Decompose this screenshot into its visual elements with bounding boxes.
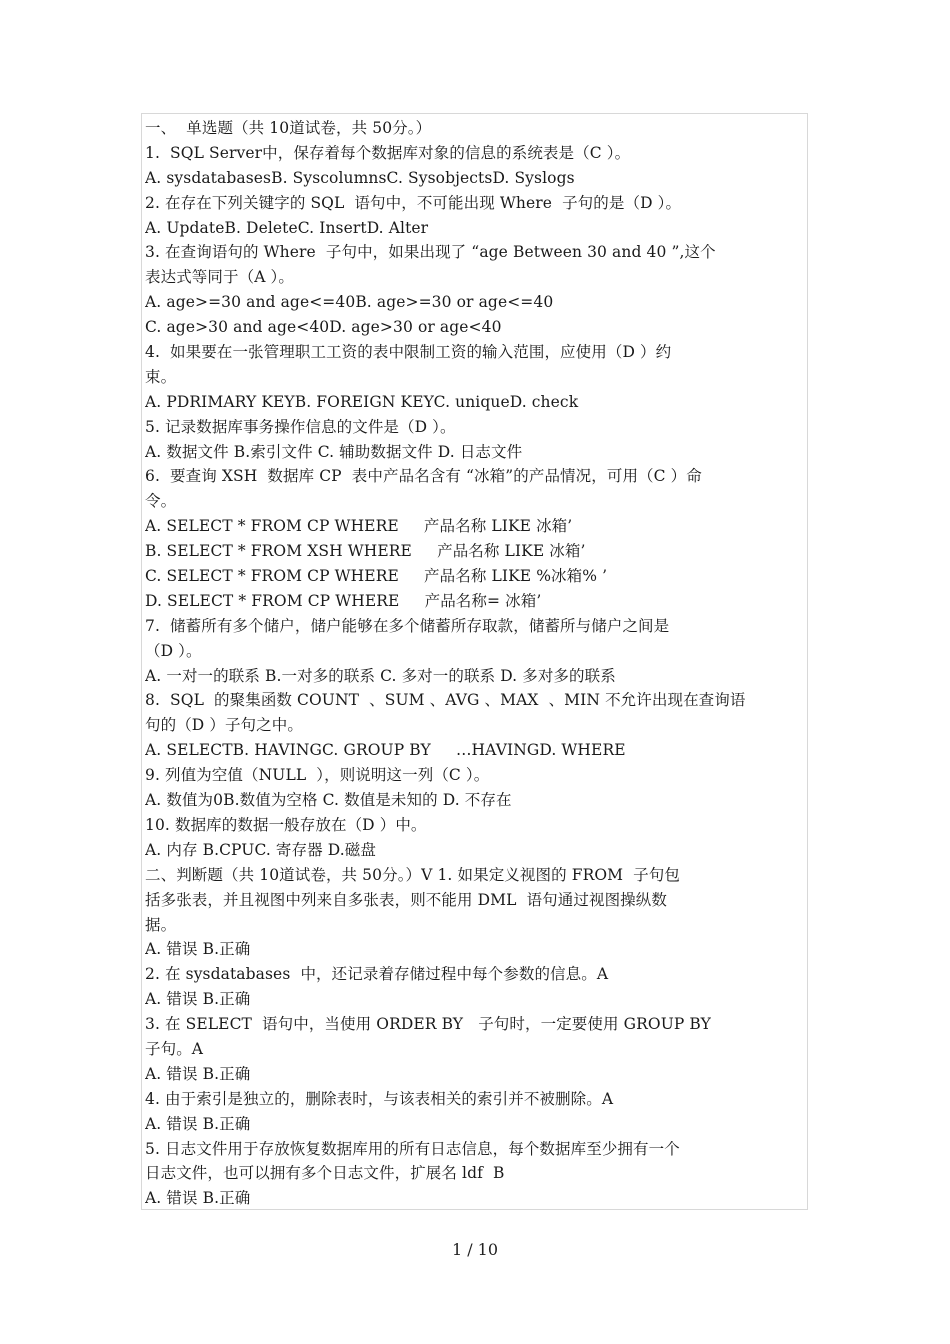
text-line: 9. 列值为空值（NULL ），则说明这一列（C ）。 xyxy=(145,766,490,785)
page-number: 1 / 10 xyxy=(451,1240,499,1259)
text-line: A. 错误 B.正确 xyxy=(145,1189,251,1208)
text-line: A. 错误 B.正确 xyxy=(145,940,251,959)
document-content xyxy=(142,114,807,1210)
text-line: A. 错误 B.正确 xyxy=(145,1064,251,1083)
text-line: 二、判断题（共 10道试卷，共 50分。）V 1. 如果定义视图的 FROM 子句包 xyxy=(145,865,680,884)
text-line: A. 数值为0B.数值为空格 C. 数值是未知的 D. 不存在 xyxy=(145,791,512,810)
text-line: 令。 xyxy=(145,492,177,511)
document-page xyxy=(141,113,808,1210)
text-line: B. SELECT * FROM XSH WHERE 产品名称 LIKE 冰箱’ xyxy=(145,542,586,561)
text-line: 束。 xyxy=(145,367,177,386)
text-line: C. SELECT * FROM CP WHERE 产品名称 LIKE %冰箱% ’ xyxy=(145,567,608,586)
text-line: 5. 记录数据库事务操作信息的文件是（D ）。 xyxy=(145,417,456,436)
text-line: 4. 如果要在一张管理职工工资的表中限制工资的输入范围，应使用（D ）约 xyxy=(145,343,672,362)
text-line: 括多张表，并且视图中列来自多张表，则不能用 DML 语句通过视图操纵数 xyxy=(145,890,667,909)
text-line: A. 内存 B.CPUC. 寄存器 D.磁盘 xyxy=(145,840,376,859)
text-line: 3. 在 SELECT 语句中，当使用 ORDER BY 子句时，一定要使用 GROUP BY xyxy=(145,1015,711,1034)
text-line: 据。 xyxy=(145,915,177,934)
text-line: A. PDRIMARY KEYB. FOREIGN KEYC. uniqueD. check xyxy=(145,392,579,411)
text-line: A. sysdatabasesB. SyscolumnsC. SysobjectsD. Syslogs xyxy=(145,168,575,187)
text-line: 一、 单选题（共 10道试卷，共 50分。） xyxy=(145,119,432,137)
text-line: A. 一对一的联系 B.一对多的联系 C. 多对一的联系 D. 多对多的联系 xyxy=(145,666,616,685)
text-line: A. 错误 B.正确 xyxy=(145,990,251,1009)
text-line: 2. 在存在下列关键字的 SQL 语句中，不可能出现 Where 子句的是（D ）。 xyxy=(145,193,682,212)
text-line: 3. 在查询语句的 Where 子句中，如果出现了 “age Between 30 and 40 ”,这个 xyxy=(145,243,716,262)
text-line: （D ）。 xyxy=(145,641,202,660)
text-line: A. SELECTB. HAVINGC. GROUP BY …HAVINGD. WHERE xyxy=(145,741,626,760)
text-line: D. SELECT * FROM CP WHERE 产品名称= 冰箱’ xyxy=(145,591,542,610)
text-line: 5. 日志文件用于存放恢复数据库用的所有日志信息，每个数据库至少拥有一个 xyxy=(145,1139,680,1158)
text-line: A. UpdateB. DeleteC. InsertD. Alter xyxy=(145,218,429,237)
text-line: 4. 由于索引是独立的，删除表时，与该表相关的索引并不被删除。A xyxy=(145,1089,614,1108)
text-line: 2. 在 sysdatabases 中，还记录着存储过程中每个参数的信息。A xyxy=(145,965,609,984)
text-line: A. 数据文件 B.索引文件 C. 辅助数据文件 D. 日志文件 xyxy=(145,442,523,461)
text-line: C. age>30 and age<40D. age>30 or age<40 xyxy=(145,318,502,337)
text-line: 子句。A xyxy=(145,1039,204,1058)
text-line: 日志文件，也可以拥有多个日志文件，扩展名 ldf B xyxy=(145,1164,505,1183)
text-line: A. SELECT * FROM CP WHERE 产品名称 LIKE 冰箱’ xyxy=(145,517,573,536)
text-line: 7. 储蓄所有多个储户，储户能够在多个储蓄所存取款，储蓄所与储户之间是 xyxy=(145,616,670,635)
text-line: A. age>=30 and age<=40B. age>=30 or age<=40 xyxy=(145,293,554,312)
text-line: 6. 要查询 XSH 数据库 CP 表中产品名含有 “冰箱”的产品情况，可用（C ）命 xyxy=(145,467,702,486)
text-line: 10. 数据库的数据一般存放在（D ）中。 xyxy=(145,815,427,834)
text-line: 1. SQL Server中，保存着每个数据库对象的信息的系统表是（C ）。 xyxy=(145,143,631,162)
text-line: 句的（D ）子句之中。 xyxy=(145,716,303,735)
text-line: A. 错误 B.正确 xyxy=(145,1114,251,1133)
text-line: 表达式等同于（A ）。 xyxy=(145,268,294,287)
text-line: 8. SQL 的聚集函数 COUNT 、SUM 、AVG 、MAX 、MIN 不允许出现在查询语 xyxy=(145,691,746,710)
